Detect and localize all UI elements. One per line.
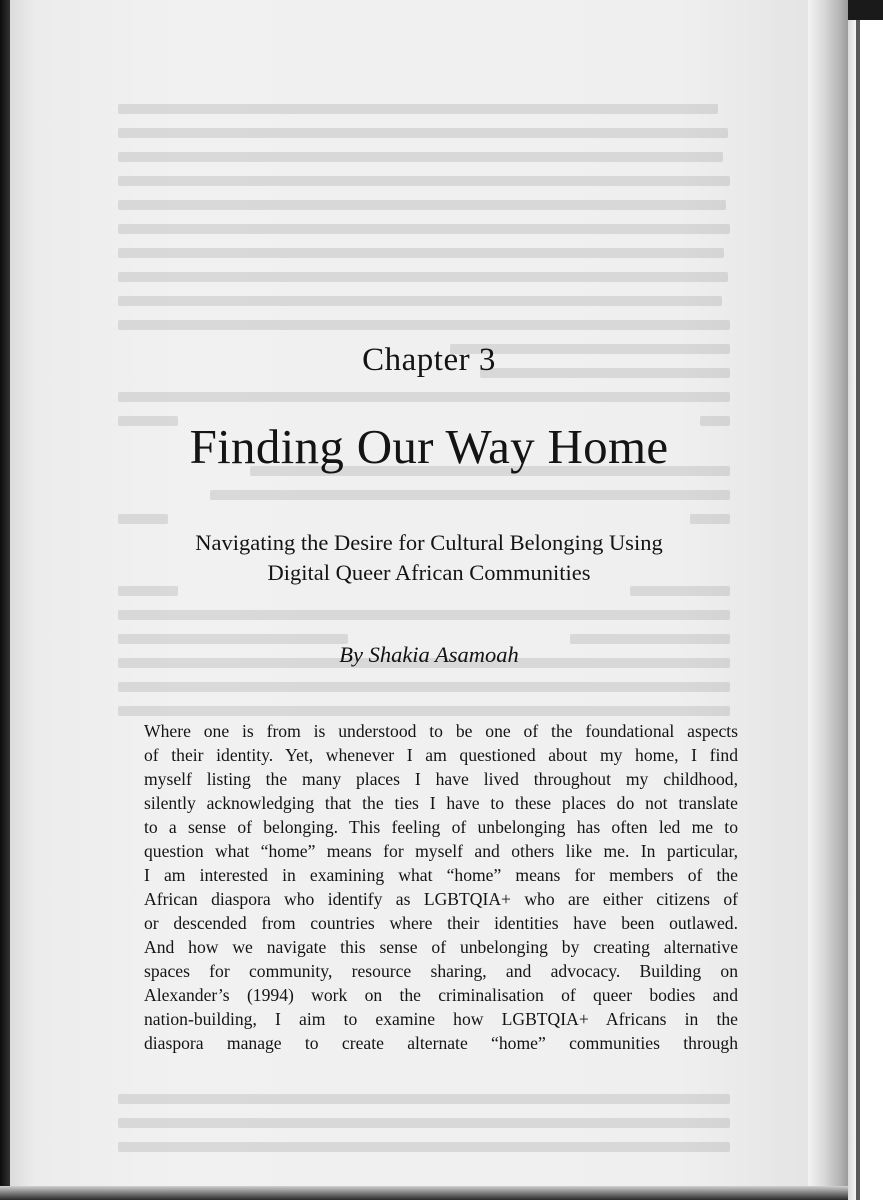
body-line: to a sense of belonging. This feeling of unbelonging has often led me to (144, 817, 738, 837)
scan-edge-strip (856, 0, 860, 1200)
body-line: of their identity. Yet, whenever I am questioned about my home, I find (144, 745, 738, 765)
body-paragraph (144, 719, 738, 1055)
body-line: diaspora manage to create alternate “home” communities through (144, 1033, 738, 1053)
body-line: nation-building, I aim to examine how LGBTQIA+ Africans in the (144, 1009, 738, 1029)
chapter-title: Finding Our Way Home (189, 419, 669, 474)
page-curve-shadow (808, 0, 848, 1200)
body-line: I am interested in examining what “home” means for members of the (144, 865, 738, 885)
body-line: silently acknowledging that the ties I have to these places do not translate (144, 793, 738, 813)
chapter-subtitle (10, 528, 848, 588)
book-page (10, 0, 848, 1200)
chapter-number: Chapter 3 (362, 342, 496, 378)
scan-corner (848, 0, 883, 20)
body-line: question what “home” means for myself and others like me. In particular, (144, 841, 738, 861)
scan-edge-right (848, 0, 883, 1200)
scan-edge-bottom (0, 1186, 848, 1200)
body-line: myself listing the many places I have lived throughout my childhood, (144, 769, 738, 789)
body-line: or descended from countries where their identities have been outlawed. (144, 913, 738, 933)
body-line: Where one is from is understood to be one of the foundational aspects (144, 721, 738, 741)
page-content (10, 0, 848, 1200)
body-line: And how we navigate this sense of unbelonging by creating alternative (144, 937, 738, 957)
subtitle-line: Digital Queer African Communities (267, 560, 591, 585)
body-line: Alexander’s (1994) work on the criminalisation of queer bodies and (144, 985, 738, 1005)
body-line: African diaspora who identify as LGBTQIA+ who are either citizens of (144, 889, 738, 909)
body-line: spaces for community, resource sharing, and advocacy. Building on (144, 961, 738, 981)
subtitle-line: Navigating the Desire for Cultural Belonging Using (195, 530, 663, 555)
author-byline: By Shakia Asamoah (339, 642, 519, 667)
